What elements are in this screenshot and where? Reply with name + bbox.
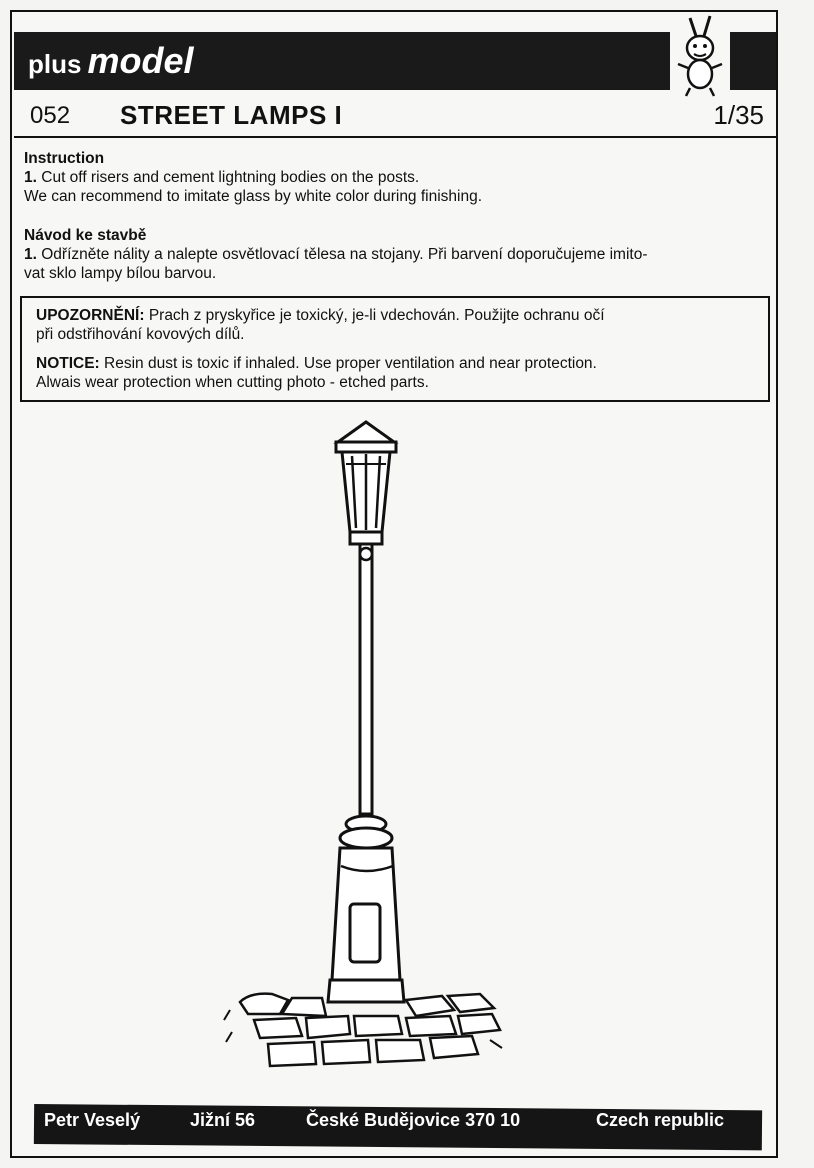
instruction-czech	[24, 226, 769, 283]
instruction-heading: Instruction	[24, 150, 105, 167]
notice-box	[20, 296, 770, 402]
brand-logo	[28, 40, 193, 82]
step-number: 1.	[24, 169, 37, 186]
step-text-cz: Odřízněte nálity a nalepte osvětlovací tělesa na stojany. Při barvení doporučujeme imito-	[41, 246, 648, 263]
notice-text-cz-1: Prach z pryskyřice je toxický, je-li vdechován. Použijte ochranu očí	[148, 307, 605, 324]
footer-city: České Budějovice 370 10	[306, 1110, 521, 1130]
notice-text-en-1: Resin dust is toxic if inhaled. Use proper ventilation and near protection.	[104, 355, 597, 372]
notice-label-cz: UPOZORNĚNÍ:	[36, 307, 145, 324]
instruction-line-2: We can recommend to imitate glass by white color during finishing.	[24, 188, 483, 205]
notice-label-en: NOTICE:	[36, 355, 100, 372]
instruction-heading-cz: Návod ke stavbě	[24, 227, 147, 244]
product-title: STREET LAMPS I	[120, 100, 343, 130]
brand-plus: plus	[28, 49, 82, 79]
instruction-step-1	[24, 168, 769, 187]
footer-street: Jižní 56	[190, 1110, 256, 1130]
instruction-english	[24, 149, 769, 206]
street-lamp-illustration	[210, 420, 510, 1080]
footer-country: Czech republic	[596, 1110, 725, 1130]
product-scale: 1/35	[713, 100, 764, 130]
footer-name: Petr Veselý	[44, 1110, 141, 1130]
title-row	[14, 92, 776, 138]
instruction-step-1-cz	[24, 245, 769, 264]
notice-english	[36, 354, 754, 392]
notice-text-en-2: Alwais wear protection when cutting photo - etched parts.	[36, 374, 429, 391]
product-code: 052	[30, 102, 71, 129]
notice-czech	[36, 306, 754, 344]
rabbit-mascot-icon	[670, 14, 730, 100]
step-text: Cut off risers and cement lightning bodies on the posts.	[41, 169, 420, 186]
step-number-cz: 1.	[24, 246, 37, 263]
notice-text-cz-2: při odstřihování kovových dílů.	[36, 326, 245, 343]
instruction-line-2-cz: vat sklo lampy bílou barvou.	[24, 265, 217, 282]
brand-model: model	[87, 40, 194, 81]
